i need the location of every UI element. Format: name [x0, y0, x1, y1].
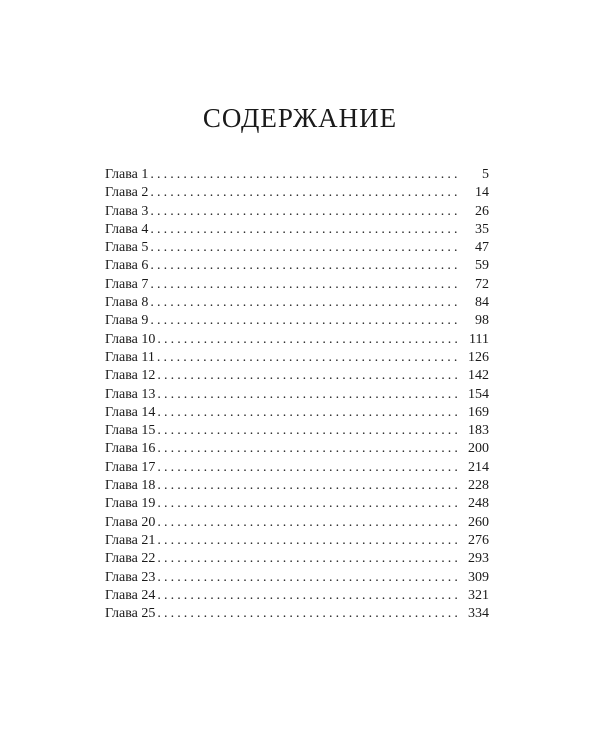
- toc-dot-leader: [157, 495, 457, 513]
- toc-entry: [105, 404, 489, 422]
- toc-entry: [105, 276, 489, 294]
- toc-entry: [105, 312, 489, 330]
- toc-dot-leader: [157, 440, 457, 458]
- toc-dot-leader: [150, 184, 457, 202]
- toc-entry: [105, 367, 489, 385]
- toc-dot-leader: [157, 532, 457, 550]
- toc-entry: [105, 386, 489, 404]
- toc-entry-page-number: 126: [468, 349, 489, 365]
- toc-entry-page-number: 14: [475, 185, 489, 201]
- toc-entry-label: Глава 22: [105, 551, 156, 567]
- toc-entry-page-number: 84: [475, 295, 489, 311]
- toc-entry-page-number: 111: [469, 331, 489, 347]
- toc-entry-label: Глава 25: [105, 606, 156, 622]
- toc-dot-leader: [150, 312, 457, 330]
- toc-entry-page-number: 35: [475, 221, 489, 237]
- toc-entry: [105, 257, 489, 275]
- toc-entry-page-number: 169: [468, 404, 489, 420]
- toc-entry: [105, 569, 489, 587]
- toc-dot-leader: [157, 569, 457, 587]
- toc-dot-leader: [157, 605, 457, 623]
- toc-entry-label: Глава 5: [105, 240, 149, 256]
- toc-entry: [105, 440, 489, 458]
- toc-entry-page-number: 309: [468, 569, 489, 585]
- toc-entry-label: Глава 10: [105, 331, 156, 347]
- toc-dot-leader: [157, 550, 457, 568]
- toc-dot-leader: [157, 422, 457, 440]
- toc-dot-leader: [150, 221, 457, 239]
- toc-entry-label: Глава 21: [105, 532, 156, 548]
- toc-entry-page-number: 142: [468, 368, 489, 384]
- toc-entry-label: Глава 18: [105, 478, 156, 494]
- toc-entry: [105, 495, 489, 513]
- toc-entry-label: Глава 3: [105, 203, 149, 219]
- toc-entry-page-number: 276: [468, 532, 489, 548]
- toc-entry-label: Глава 14: [105, 404, 156, 420]
- toc-entry-label: Глава 11: [105, 349, 155, 365]
- toc-entry: [105, 605, 489, 623]
- toc-entry: [105, 477, 489, 495]
- toc-dot-leader: [150, 239, 457, 257]
- toc-dot-leader: [157, 386, 457, 404]
- toc-entry: [105, 166, 489, 184]
- toc-dot-leader: [150, 166, 457, 184]
- toc-entry-label: Глава 7: [105, 276, 149, 292]
- toc-entry-page-number: 183: [468, 423, 489, 439]
- toc-entry-page-number: 5: [482, 167, 489, 182]
- toc-entry-label: Глава 23: [105, 569, 156, 585]
- toc-dot-leader: [157, 587, 457, 605]
- toc-entry-page-number: 47: [475, 240, 489, 256]
- toc-entry-page-number: 214: [468, 459, 489, 475]
- toc-entry: [105, 514, 489, 532]
- toc-entry: [105, 221, 489, 239]
- toc-entry-label: Глава 16: [105, 441, 156, 457]
- toc-entry-page-number: 260: [468, 514, 489, 530]
- toc-dot-leader: [150, 203, 457, 221]
- toc-dot-leader: [157, 514, 457, 532]
- toc-entry-label: Глава 13: [105, 386, 156, 402]
- toc-entry-label: Глава 12: [105, 368, 156, 384]
- toc-entry: [105, 532, 489, 550]
- table-of-contents: [105, 166, 489, 623]
- toc-dot-leader: [150, 294, 457, 312]
- toc-entry: [105, 203, 489, 221]
- toc-entry-page-number: 293: [468, 551, 489, 567]
- toc-entry-label: Глава 20: [105, 514, 156, 530]
- toc-entry-label: Глава 8: [105, 295, 149, 311]
- toc-entry-label: Глава 2: [105, 185, 149, 201]
- toc-entry-label: Глава 6: [105, 258, 149, 274]
- toc-entry-page-number: 98: [475, 313, 489, 329]
- toc-entry-page-number: 228: [468, 478, 489, 494]
- toc-dot-leader: [150, 257, 457, 275]
- toc-dot-leader: [157, 459, 457, 477]
- toc-dot-leader: [157, 367, 457, 385]
- toc-dot-leader: [157, 404, 457, 422]
- toc-dot-leader: [157, 349, 457, 367]
- toc-entry-page-number: 321: [468, 587, 489, 603]
- toc-entry: [105, 239, 489, 257]
- toc-entry-label: Глава 1: [105, 167, 149, 182]
- toc-dot-leader: [157, 477, 457, 495]
- toc-entry-page-number: 72: [475, 276, 489, 292]
- toc-entry-label: Глава 9: [105, 313, 149, 329]
- toc-entry: [105, 422, 489, 440]
- toc-entry: [105, 184, 489, 202]
- toc-dot-leader: [150, 276, 457, 294]
- toc-entry-page-number: 154: [468, 386, 489, 402]
- toc-entry: [105, 459, 489, 477]
- toc-entry-page-number: 59: [475, 258, 489, 274]
- toc-entry-page-number: 334: [468, 606, 489, 622]
- toc-entry: [105, 331, 489, 349]
- toc-dot-leader: [157, 331, 457, 349]
- toc-entry-label: Глава 17: [105, 459, 156, 475]
- toc-entry-page-number: 248: [468, 496, 489, 512]
- toc-entry-page-number: 26: [475, 203, 489, 219]
- toc-entry: [105, 349, 489, 367]
- toc-entry: [105, 294, 489, 312]
- toc-entry-label: Глава 19: [105, 496, 156, 512]
- toc-entry-label: Глава 15: [105, 423, 156, 439]
- toc-entry: [105, 550, 489, 568]
- page-title: СОДЕРЖАНИЕ: [202, 103, 398, 133]
- toc-entry-label: Глава 4: [105, 221, 149, 237]
- toc-entry-label: Глава 24: [105, 587, 156, 603]
- toc-entry-page-number: 200: [468, 441, 489, 457]
- toc-entry: [105, 587, 489, 605]
